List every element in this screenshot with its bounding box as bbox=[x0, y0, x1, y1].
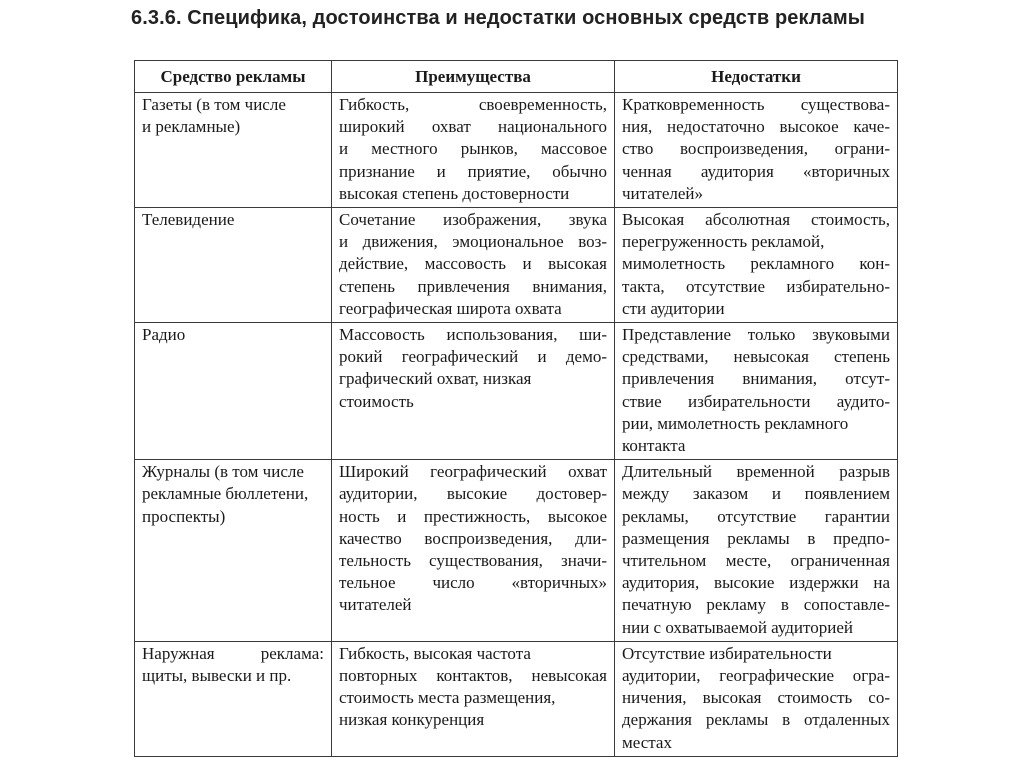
cell-line: ничения, высокая стоимость со- bbox=[622, 688, 890, 708]
cell-line: Сочетание изображения, звука bbox=[339, 210, 607, 230]
cell-line: ченная аудитория «вторичных bbox=[622, 161, 890, 181]
cell-line: Высокая абсолютная стоимость, bbox=[622, 210, 890, 230]
cell-line: ния, недостаточно высокое каче- bbox=[622, 117, 890, 137]
cell-line: признание и приятие, обычно bbox=[339, 161, 607, 181]
cell-line: Газеты (в том числе bbox=[142, 95, 286, 114]
cell-line: мимолетность рекламного кон- bbox=[622, 254, 890, 274]
cell-line: действие, массовость и высокая bbox=[339, 254, 607, 274]
cell-line: привлечения внимания, отсут- bbox=[622, 369, 890, 389]
cell-advantages bbox=[332, 460, 615, 642]
cell-medium bbox=[135, 93, 332, 208]
cell-line: низкая конкуренция bbox=[339, 710, 485, 730]
cell-line: такта, отсутствие избирательно- bbox=[622, 276, 890, 296]
cell-line: и местного рынков, массовое bbox=[339, 139, 607, 159]
cell-line: стоимость места размещения, bbox=[339, 688, 556, 708]
cell-line: Гибкость, высокая частота bbox=[339, 643, 531, 663]
cell-line: Телевидение bbox=[142, 210, 235, 230]
cell-line: ствие избирательности аудито- bbox=[622, 391, 890, 411]
cell-line: Представление только звуковыми bbox=[622, 325, 890, 345]
page-title: 6.3.6. Специфика, достоинства и недостатки основных средств рекламы bbox=[131, 7, 865, 29]
cell-line: стоимость bbox=[339, 391, 414, 411]
cell-advantages bbox=[332, 641, 615, 756]
cell-line: и рекламные) bbox=[142, 117, 241, 137]
cell-disadvantages bbox=[615, 208, 898, 323]
cell-line: аудитория, высокие издержки на bbox=[622, 573, 890, 593]
cell-line: тельное число «вторичных» bbox=[339, 573, 607, 593]
cell-line: Отсутствие избирательности bbox=[622, 643, 832, 663]
cell-line: Журналы (в том числе bbox=[142, 462, 304, 482]
cell-line: Кратковременность существова- bbox=[622, 95, 890, 114]
cell-line: читателей bbox=[339, 595, 412, 615]
column-header-advantages: Преимущества bbox=[332, 61, 615, 93]
cell-line: держания рекламы в отдаленных bbox=[622, 710, 890, 730]
cell-line: Длительный временной разрыв bbox=[622, 462, 890, 482]
table-row-magazines bbox=[135, 460, 898, 642]
cell-line: нии с охватываемой аудиторией bbox=[622, 617, 853, 637]
cell-line: Гибкость, своевременность, bbox=[339, 95, 607, 114]
cell-line: географическая широта охвата bbox=[339, 298, 562, 318]
cell-medium bbox=[135, 460, 332, 642]
cell-line: и движения, эмоциональное воз- bbox=[339, 232, 607, 252]
cell-line: Широкий географический охват bbox=[339, 462, 607, 482]
cell-medium bbox=[135, 323, 332, 460]
cell-line: проспекты) bbox=[142, 506, 226, 526]
cell-line: аудитории, географические огра- bbox=[622, 666, 890, 686]
cell-advantages bbox=[332, 323, 615, 460]
cell-line: качество воспроизведения, дли- bbox=[339, 528, 607, 548]
advertising-media-table bbox=[134, 60, 898, 757]
cell-line: чтительном месте, ограниченная bbox=[622, 551, 890, 571]
cell-line: читателей» bbox=[622, 183, 703, 203]
cell-disadvantages bbox=[615, 323, 898, 460]
cell-advantages bbox=[332, 208, 615, 323]
cell-line: графический охват, низкая bbox=[339, 369, 532, 389]
cell-line: степень привлечения внимания, bbox=[339, 276, 607, 296]
cell-line: средствами, невысокая степень bbox=[622, 347, 890, 367]
cell-line: рокий географический и демо- bbox=[339, 347, 607, 367]
cell-line: сти аудитории bbox=[622, 298, 725, 318]
cell-line: тельность существования, значи- bbox=[339, 551, 607, 571]
cell-line: щиты, вывески и пр. bbox=[142, 666, 292, 686]
table-row-television bbox=[135, 208, 898, 323]
cell-line: ность и престижность, высокое bbox=[339, 506, 607, 526]
cell-line: высокая степень достоверности bbox=[339, 183, 570, 203]
cell-disadvantages bbox=[615, 460, 898, 642]
cell-line: Радио bbox=[142, 325, 186, 345]
cell-line: местах bbox=[622, 732, 672, 752]
cell-line: перегруженность рекламой, bbox=[622, 232, 825, 252]
cell-line: контакта bbox=[622, 436, 686, 456]
cell-disadvantages bbox=[615, 641, 898, 756]
column-header-medium: Средство рекламы bbox=[135, 61, 332, 93]
cell-line: ство воспроизведения, ограни- bbox=[622, 139, 890, 159]
table-row-outdoor bbox=[135, 641, 898, 756]
cell-line: Массовость использования, ши- bbox=[339, 325, 607, 345]
cell-line: повторных контактов, невысокая bbox=[339, 666, 607, 686]
cell-line: рекламы, отсутствие гарантии bbox=[622, 506, 890, 526]
cell-line: печатную рекламу в сопоставле- bbox=[622, 595, 890, 615]
column-header-disadvantages: Недостатки bbox=[615, 61, 898, 93]
table-header-row bbox=[135, 61, 898, 93]
cell-line: размещения рекламы в предпо- bbox=[622, 528, 890, 548]
cell-line: аудитории, высокие достовер- bbox=[339, 484, 607, 504]
cell-line: рии, мимолетность рекламного bbox=[622, 413, 849, 433]
cell-disadvantages bbox=[615, 93, 898, 208]
cell-advantages bbox=[332, 93, 615, 208]
cell-line: рекламные бюллетени, bbox=[142, 484, 309, 504]
table-row-newspapers bbox=[135, 93, 898, 208]
table-row-radio bbox=[135, 323, 898, 460]
cell-line: Наружная реклама: bbox=[142, 643, 324, 663]
cell-medium bbox=[135, 208, 332, 323]
cell-line: широкий охват национального bbox=[339, 117, 607, 137]
cell-line: между заказом и появлением bbox=[622, 484, 890, 504]
cell-medium bbox=[135, 641, 332, 756]
